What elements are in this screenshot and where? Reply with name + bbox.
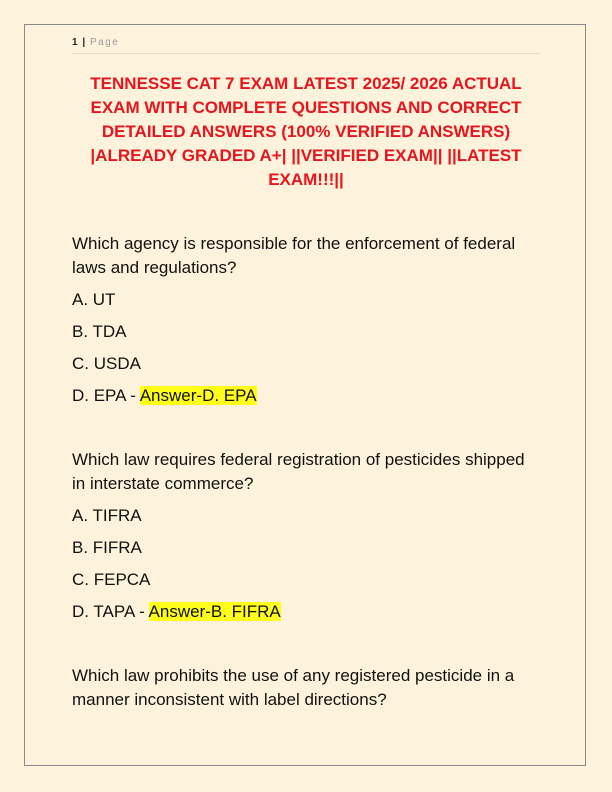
question-text: Which agency is responsible for the enforcement of federal laws and regulations?: [72, 234, 516, 277]
option-d-label: D. EPA -: [72, 386, 140, 405]
question-text: Which law prohibits the use of any registered pesticide in a manner inconsistent with label directions?: [72, 666, 515, 709]
option-d: [72, 600, 542, 624]
option-a: A. TIFRA: [72, 506, 142, 525]
option-c: C. FEPCA: [72, 570, 151, 589]
page-separator: |: [82, 37, 86, 48]
option-a: A. UT: [72, 290, 116, 309]
question-block-1: [72, 232, 542, 408]
question-list: [72, 232, 542, 752]
page-header: [72, 36, 540, 54]
option-d: [72, 384, 542, 408]
question-block-3: [72, 664, 542, 712]
question-text: Which law requires federal registration of pesticides shipped in interstate commerce?: [72, 450, 525, 493]
option-d-label: D. TAPA -: [72, 602, 149, 621]
option-c: C. USDA: [72, 354, 141, 373]
page-label: Page: [89, 37, 120, 48]
answer-highlight: Answer-D. EPA: [139, 386, 257, 405]
option-b: B. TDA: [72, 322, 127, 341]
page-number: 1: [72, 37, 78, 48]
answer-highlight: Answer-B. FIFRA: [148, 602, 281, 621]
document-title: TENNESSE CAT 7 EXAM LATEST 2025/ 2026 ACTUAL EXAM WITH COMPLETE QUESTIONS AND CORRECT DETAILED ANSWERS (100% VERIFIED ANSWERS) |ALREADY GRADED A+| ||VERIFIED EXAM|| ||LATEST EXAM!!!||: [90, 74, 522, 189]
option-b: B. FIFRA: [72, 538, 142, 557]
question-block-2: [72, 448, 542, 624]
